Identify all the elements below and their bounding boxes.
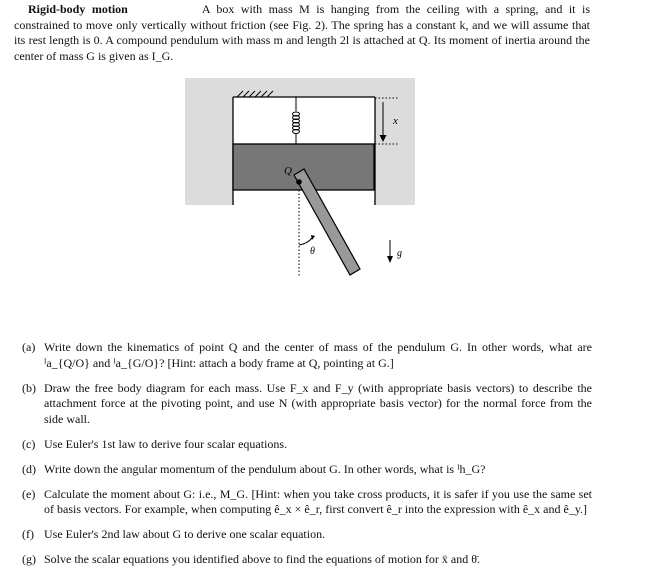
question-text: Use Euler's 1st law to derive four scalar equations. <box>44 436 288 451</box>
pivot-point <box>296 179 302 185</box>
question-label: (b) <box>22 380 36 395</box>
question-a <box>22 340 592 371</box>
question-b <box>22 381 592 428</box>
theta-arc <box>299 238 312 245</box>
question-e <box>22 487 592 518</box>
question-c <box>22 437 592 453</box>
question-label: (d) <box>22 461 36 476</box>
question-text: Write down the angular momentum of the pendulum about G. In other words, what is ᴵh_G? <box>44 461 486 476</box>
question-g <box>22 552 592 568</box>
question-d <box>22 462 592 478</box>
question-label: (f) <box>22 527 34 541</box>
x-label: x <box>393 115 398 127</box>
box-pendulum-figure <box>185 78 425 290</box>
question-f <box>22 527 592 543</box>
question-label: (e) <box>22 486 36 501</box>
gravity-arrowhead <box>387 256 393 263</box>
problem-intro <box>14 2 590 64</box>
question-text: Draw the free body diagram for each mass. Use F_x and F_y (with appropriate basis vectors) to describe the attachment force at the pivoting point, and use N (with appropriate basis vector) for the normal force from the side wall. <box>44 380 592 426</box>
g-label: g <box>397 248 402 259</box>
question-text: Write down the kinematics of point Q and the center of mass of the pendulum G. In other words, what are ᴵa_{Q/O} and ᴵa_{G/O}? [Hint: attach a body frame at Q, pointing at G.] <box>44 340 592 370</box>
question-list <box>22 340 592 577</box>
question-label: (g) <box>22 552 36 566</box>
question-text: Calculate the moment about G: i.e., M_G. [Hint: when you take cross products, it is safer if you use the same set of basis vectors. For example, when computing ê_x × ê_r, first convert ê_r into the expression with ê_x and ê_y.] <box>44 486 592 516</box>
question-text: Use Euler's 2nd law about G to derive one scalar equation. <box>44 527 326 541</box>
problem-statement: A box with mass M is hanging from the ceiling with a spring, and it is constrained to move only vertically without friction (see Fig. 2). The spring has a constant k, and we will assume that its rest length is 0. A compound pendulum with mass m and length 2l is attached at Q. Its moment of inertia around the center of mass G is given as I_G. <box>14 2 590 63</box>
question-label: (c) <box>22 436 36 451</box>
question-text: Solve the scalar equations you identified above to find the equations of motion for ẍ and θ̈. <box>44 552 480 566</box>
problem-title: Rigid-body motion <box>28 2 128 16</box>
q-label: Q <box>284 165 292 177</box>
theta-label: θ <box>310 246 315 257</box>
theta-arrowhead <box>311 235 315 240</box>
question-label: (a) <box>22 340 36 354</box>
